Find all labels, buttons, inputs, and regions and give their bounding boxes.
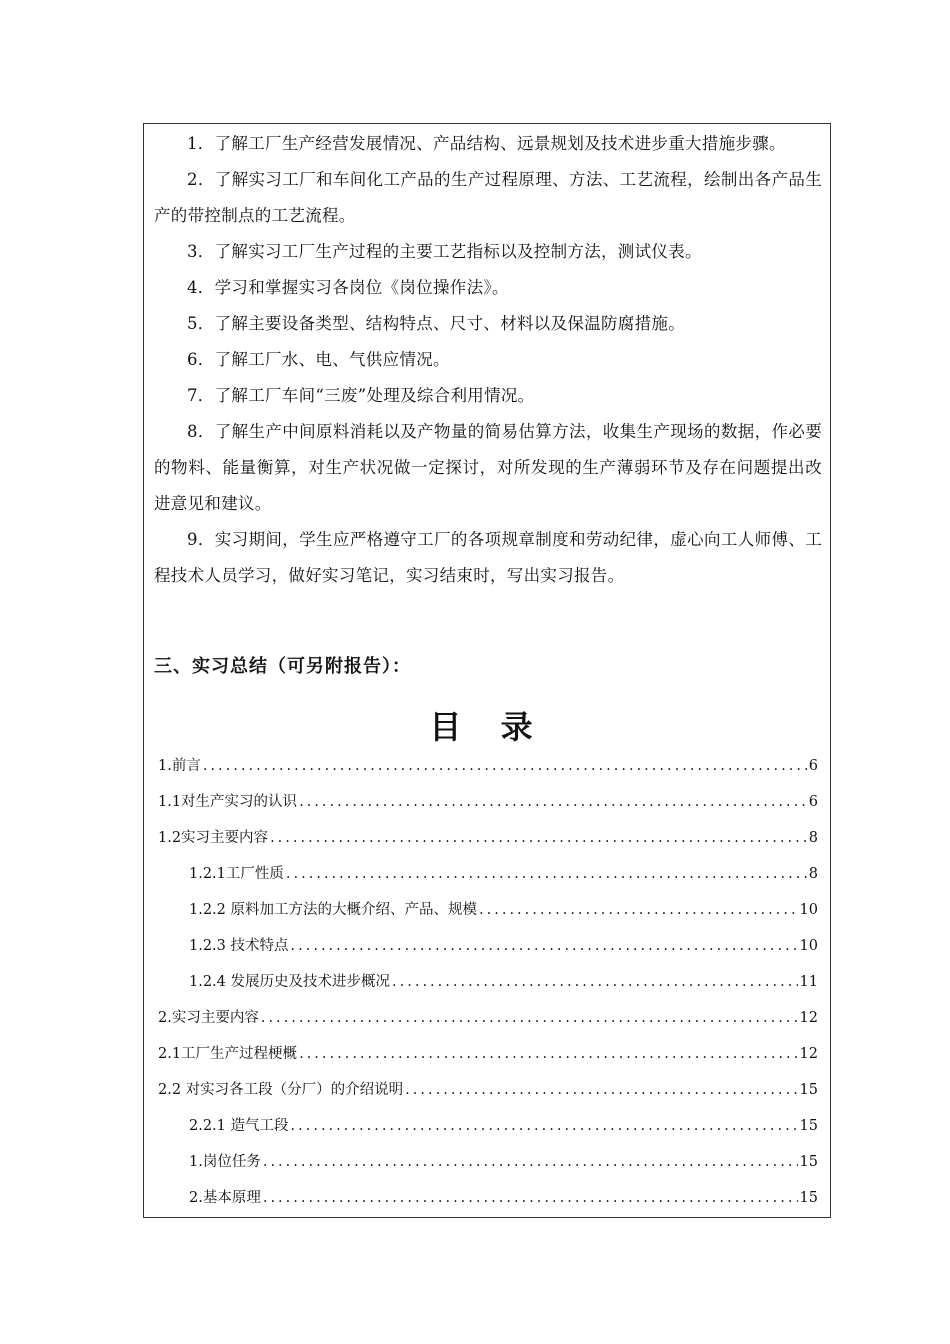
document-frame — [143, 123, 831, 1218]
toc-entry-page: 12 — [799, 1046, 818, 1062]
toc-leader-dots — [261, 1000, 798, 1036]
toc-entry[interactable] — [158, 784, 818, 820]
toc-entry-page: 15 — [799, 1118, 818, 1134]
toc-entry-label: 2.基本原理 — [189, 1190, 261, 1206]
requirement-paragraph: 5．了解主要设备类型、结构特点、尺寸、材料以及保温防腐措施。 — [187, 314, 685, 333]
toc-entry-page: 12 — [799, 1010, 818, 1026]
toc-title: 目 录 — [429, 708, 547, 746]
toc-entry-page: 15 — [799, 1190, 818, 1206]
requirement-paragraph: 1．了解工厂生产经营发展情况、产品结构、远景规划及技术进步重大措施步骤。 — [187, 134, 786, 153]
toc-leader-dots — [299, 1036, 797, 1072]
toc-leader-dots — [479, 892, 798, 928]
toc-entry-page: 6 — [808, 794, 818, 810]
requirement-paragraph: 7．了解工厂车间“三废”处理及综合利用情况。 — [187, 386, 535, 405]
toc-entry[interactable] — [158, 1180, 818, 1216]
toc-entry-label: 1.2.4 发展历史及技术进步概况 — [189, 974, 391, 990]
toc-entry-label: 2.1工厂生产过程梗概 — [158, 1046, 298, 1062]
toc-entry-label: 1.2.1工厂性质 — [189, 866, 284, 882]
toc-entry[interactable] — [158, 1072, 818, 1108]
toc-entry[interactable] — [158, 1036, 818, 1072]
toc-entry[interactable] — [158, 1144, 818, 1180]
toc-entry-page: 11 — [799, 974, 818, 990]
toc-leader-dots — [291, 1108, 798, 1144]
toc-entry[interactable] — [158, 928, 818, 964]
table-of-contents — [158, 748, 818, 1216]
toc-entry-label: 1.1对生产实习的认识 — [158, 794, 298, 810]
toc-leader-dots — [203, 748, 807, 784]
toc-entry-label: 2.实习主要内容 — [158, 1010, 259, 1026]
requirements-list — [154, 126, 822, 594]
toc-entry-label: 1.2.2 原料加工方法的大概介绍、产品、规模 — [189, 902, 478, 918]
toc-entry-page: 10 — [799, 902, 818, 918]
toc-leader-dots — [270, 820, 807, 856]
toc-entry[interactable] — [158, 1108, 818, 1144]
section-heading: 三、实习总结（可另附报告）： — [154, 656, 411, 677]
toc-leader-dots — [286, 856, 807, 892]
toc-leader-dots — [263, 1144, 798, 1180]
requirement-paragraph: 8．了解生产中间原料消耗以及产物量的简易估算方法，收集生产现场的数据，作必要的物料、能量衡算，对生产状况做一定探讨，对所发现的生产薄弱环节及存在问题提出改进意见和建议。 — [154, 422, 822, 513]
toc-entry[interactable] — [158, 856, 818, 892]
toc-entry-page: 10 — [799, 938, 818, 954]
toc-entry-page: 8 — [808, 866, 818, 882]
toc-entry-label: 2.2 对实习各工段（分厂）的介绍说明 — [158, 1082, 404, 1098]
toc-entry-label: 1.2.3 技术特点 — [189, 938, 289, 954]
toc-entry[interactable] — [158, 820, 818, 856]
toc-entry-page: 8 — [808, 830, 818, 846]
toc-entry-page: 15 — [799, 1082, 818, 1098]
toc-leader-dots — [291, 928, 798, 964]
toc-leader-dots — [263, 1180, 798, 1216]
toc-entry-page: 15 — [799, 1154, 818, 1170]
toc-leader-dots — [405, 1072, 797, 1108]
requirement-paragraph: 3．了解实习工厂生产过程的主要工艺指标以及控制方法，测试仪表。 — [187, 242, 702, 261]
requirement-paragraph: 6．了解工厂水、电、气供应情况。 — [187, 350, 450, 369]
toc-entry[interactable] — [158, 892, 818, 928]
toc-entry-page: 6 — [808, 758, 818, 774]
requirement-paragraph: 2．了解实习工厂和车间化工产品的生产过程原理、方法、工艺流程，绘制出各产品生产的带控制点的工艺流程。 — [154, 170, 822, 225]
toc-entry[interactable] — [158, 748, 818, 784]
toc-entry[interactable] — [158, 964, 818, 1000]
toc-entry[interactable] — [158, 1000, 818, 1036]
toc-entry-label: 1.2实习主要内容 — [158, 830, 269, 846]
toc-leader-dots — [392, 964, 798, 1000]
requirement-paragraph: 4．学习和掌握实习各岗位《岗位操作法》。 — [187, 278, 509, 297]
toc-entry-label: 2.2.1 造气工段 — [189, 1118, 289, 1134]
toc-entry-label: 1.岗位任务 — [189, 1154, 261, 1170]
toc-leader-dots — [299, 784, 807, 820]
requirement-paragraph: 9．实习期间，学生应严格遵守工厂的各项规章制度和劳动纪律，虚心向工人师傅、工程技术人员学习，做好实习笔记，实习结束时，写出实习报告。 — [154, 530, 822, 585]
toc-entry-label: 1.前言 — [158, 758, 201, 774]
